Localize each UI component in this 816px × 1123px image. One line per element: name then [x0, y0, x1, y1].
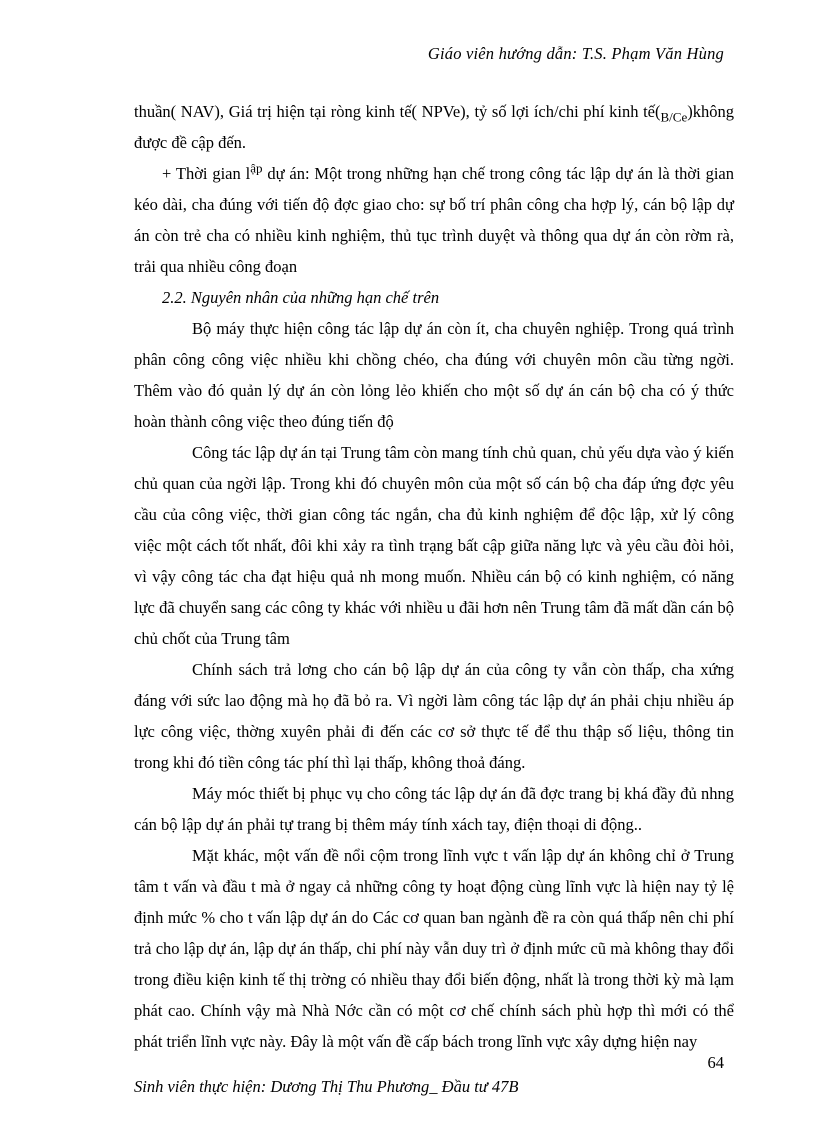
- paragraph-1-part-a: thuần( NAV), Giá trị hiện tại ròng kinh tế( NPVe), tỷ số lợi ích/chi phí kinh tế(: [134, 102, 661, 121]
- paragraph-4: Công tác lập dự án tại Trung tâm còn mang tính chủ quan, chủ yếu dựa vào ý kiến chủ quan của ngời lập. Trong khi đó chuyên môn của một số cán bộ cha đáp ứng đợc yêu cầu của công việc, thời gian công tác ngắn, cha đủ kinh nghiệm để độc lập, xử lý công việc một cách tốt nhất, đôi khi xảy ra tình trạng bất cập giữa năng lực và yêu cầu đòi hỏi, vì vậy công tác cha đạt hiệu quả nh mong muốn. Nhiều cán bộ có kinh nghiệm, có năng lực đã chuyển sang các công ty khác với nhiều u đãi hơn nên Trung tâm đã mất dần cán bộ chủ chốt của Trung tâm: [134, 443, 734, 648]
- paragraph-2-part-b: dự án: Một trong những hạn chế trong công tác lập dự án là thời gian kéo dài, cha đúng với tiến độ đợc giao cho: sự bố trí phân công cha hợp lý, cán bộ lập dự án còn trẻ cha có nhiều kinh nghiệm, thủ tục trình duyệt và thông qua dự án còn rờm rà, trải qua nhiều công đoạn: [134, 164, 734, 276]
- paragraph-2-superscript: ập: [250, 160, 263, 176]
- paragraph-7-part-d: mà ở ngay cả những công ty hoạt động cùng lĩnh vực là hiện nay tỷ lệ định mức % cho t: [134, 877, 734, 927]
- paragraph-2-part-a: + Thời gian l: [162, 164, 251, 183]
- paragraph-7-part-c: vấn và đầu t: [168, 877, 256, 896]
- paragraph-7-part-a: Mặt khác, một vấn đề nổi cộm trong lĩnh vực t: [192, 846, 508, 865]
- paragraph-1: [134, 96, 734, 158]
- page-footer: Sinh viên thực hiện: Dương Thị Thu Phương_ Đầu tư 47B: [134, 1077, 519, 1096]
- paragraph-6: Máy móc thiết bị phục vụ cho công tác lập dự án đã đợc trang bị khá đầy đủ nhng cán bộ lập dự án phải tự trang bị thêm máy tính xách tay, điện thoại di động..: [134, 784, 734, 834]
- paragraph-1-part-c: )không được đề cập đến.: [134, 102, 734, 152]
- section-heading: 2.2. Nguyên nhân của những hạn chế trên: [162, 288, 440, 307]
- paragraph-1-subscript: B/Ce: [660, 109, 688, 125]
- paragraph-3: Bộ máy thực hiện công tác lập dự án còn ít, cha chuyên nghiệp. Trong quá trình phân công công việc nhiều khi chồng chéo, cha đúng với chuyên môn cầu từng ngời. Thêm vào đó quản lý dự án còn lỏng lẻo khiến cho một số dự án cán bộ cha có ý thức hoàn thành công việc theo đúng tiến độ: [134, 319, 734, 431]
- page-header: Giáo viên hướng dẫn: T.S. Phạm Văn Hùng: [427, 44, 724, 63]
- page-number: 64: [707, 1053, 724, 1072]
- paragraph-7: [134, 840, 734, 1057]
- paragraph-7-part-e: vấn lập dự án do Các cơ quan ban ngành đề ra còn quá thấp nên chi phí trả cho lập dự án, lập dự án thấp, chi phí này vẫn duy trì ở định mức cũ mà không thay đổi trong điều kiện kinh tế thị trờng có nhiều thay đổi biến động, nhất là trong thời kỳ mà lạm phát cao. Chính vậy mà Nhà Nớc cần có một cơ chế chính sách phù hợp thì mới có thể phát triển lĩnh vực này. Đây là một vấn đề cấp bách trong lĩnh vực xây dựng hiện nay: [134, 908, 734, 1051]
- paragraph-7-part-b: vấn lập dự án không chỉ ở Trung tâm t: [134, 846, 735, 896]
- page-body: [134, 96, 734, 1057]
- paragraph-5: Chính sách trả lơng cho cán bộ lập dự án của công ty vẫn còn thấp, cha xứng đáng với sức lao động mà họ đã bỏ ra. Vì ngời làm công tác lập dự án phải chịu nhiều áp lực công việc, thờng xuyên phải đi đến các cơ sở thực tế để thu thập số liệu, thông tin trong khi đó tiền công tác phí thì lại thấp, không thoả đáng.: [134, 660, 734, 772]
- paragraph-2: [134, 158, 734, 282]
